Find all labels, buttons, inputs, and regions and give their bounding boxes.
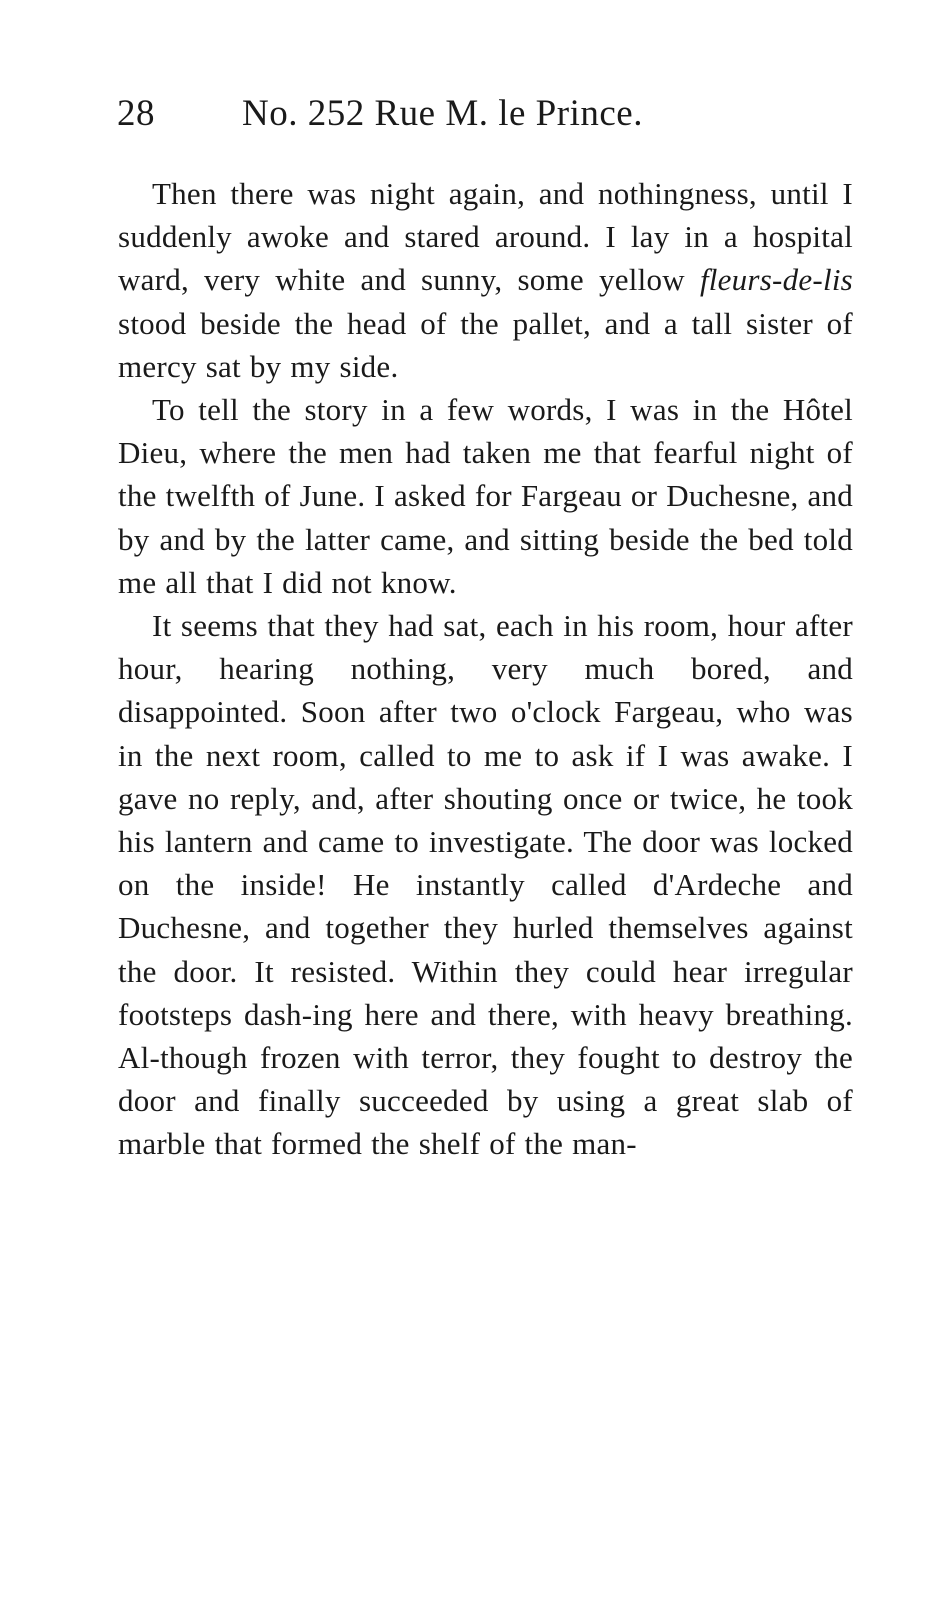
paragraph-1-text-end: stood beside the head of the pallet, and a tall sister of mercy sat by my side. (118, 305, 853, 384)
italic-phrase: fleurs-de-lis (699, 262, 853, 298)
paragraph-1-text-start: Then there was night again, and nothingness, until I suddenly awoke and stared around. I lay in a hospital ward, very white and sunny, some yellow (118, 176, 853, 298)
paragraph-2: To tell the story in a few words, I was in the Hôtel Dieu, where the men had taken me that fearful night of the twelfth of June. I asked for Fargeau or Duchesne, and by and by the latter came, and sitting beside the bed told me all that I did not know. (118, 392, 853, 600)
paragraph-1 (118, 172, 853, 388)
running-title: No. 252 Rue M. le Prince. (242, 93, 643, 134)
paragraph-3: It seems that they had sat, each in his room, hour after hour, hearing nothing, very much bored, and disappointed. Soon after two o'clock Fargeau, who was in the next room, called to me to ask if I was awake. I gave no reply, and, after shouting once or twice, he took his lantern and came to investigate. The door was locked on the inside! He instantly called d'Ardeche and Duchesne, and together they hurled themselves against the door. It resisted. Within they could hear irregular footsteps dash-ing here and there, with heavy breathing. Al-though frozen with terror, they fought to destroy the door and finally succeeded by using a great slab of marble that formed the shelf of the man- (118, 608, 853, 1162)
body-text (118, 172, 853, 1166)
page-number: 28 (117, 93, 155, 134)
running-header (117, 92, 857, 136)
